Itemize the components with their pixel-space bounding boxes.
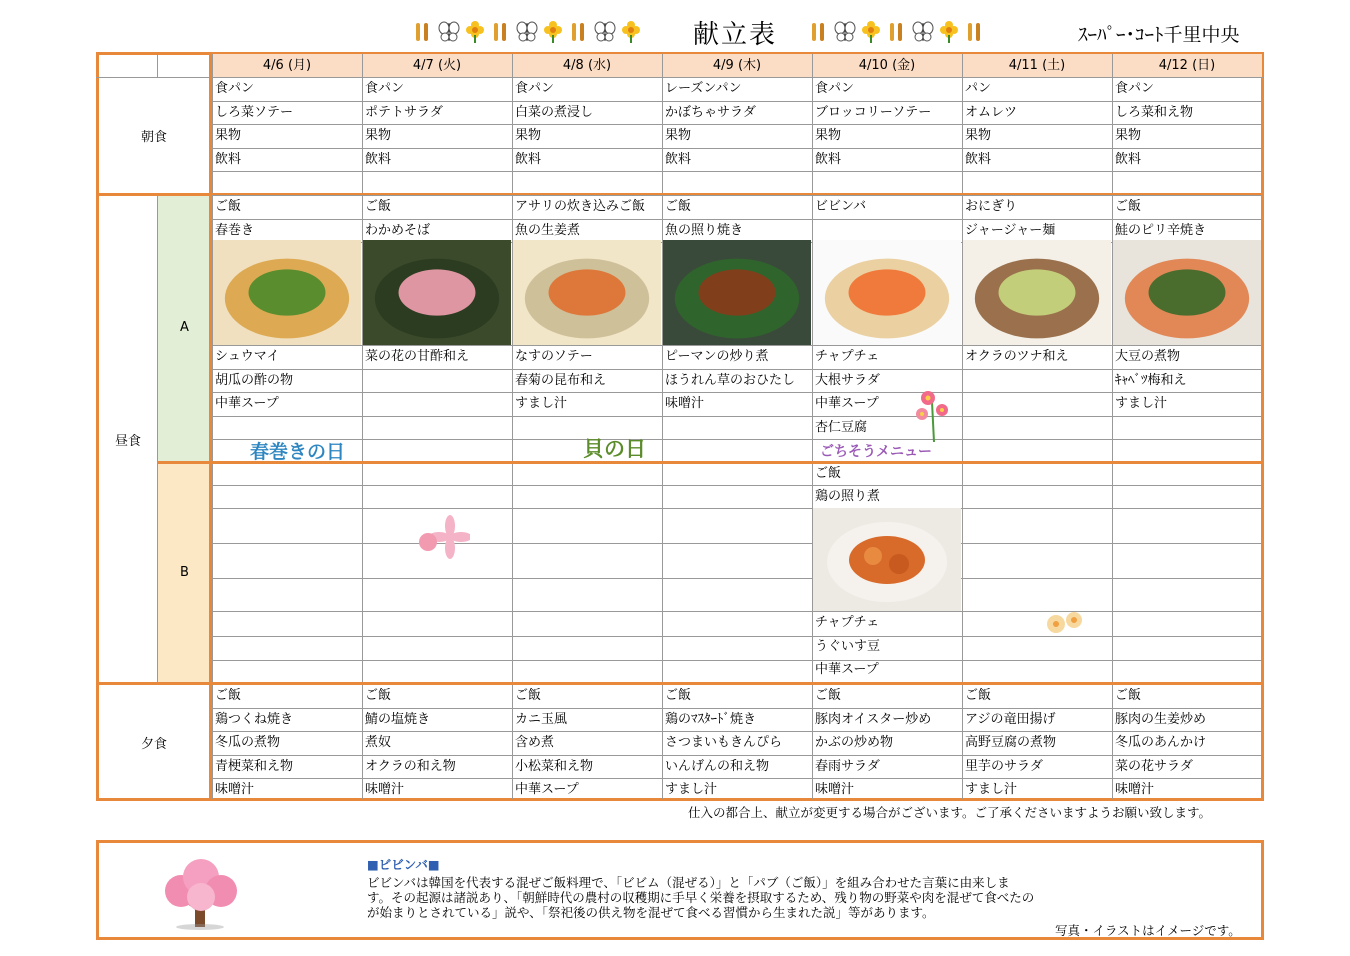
butterfly-icon — [516, 19, 538, 43]
row-line — [212, 543, 1262, 544]
blossom-decoration — [1042, 606, 1090, 640]
dinner-item: さつまいもきんぴら — [665, 735, 783, 751]
breakfast-item: オムレツ — [965, 104, 1018, 120]
lunch-a-item: オクラのツナ和え — [965, 349, 1069, 364]
lunch-a-item: チャプチェ — [815, 349, 880, 364]
breakfast-item: 果物 — [515, 128, 542, 144]
dinner-item: ご飯 — [965, 688, 992, 703]
dinner-item: 味噌汁 — [365, 782, 405, 798]
row-line — [212, 660, 1262, 661]
flower-icon — [860, 19, 882, 43]
dinner-item: 煮奴 — [365, 735, 392, 751]
lunch-a-item — [962, 392, 1112, 416]
dinner-item: 鯖の塩焼き — [365, 711, 431, 727]
row-line — [212, 611, 1262, 612]
dinner-item: 含め煮 — [515, 735, 555, 751]
lunch-a-item: ビビンバ — [815, 199, 867, 214]
butterfly-icon — [834, 19, 856, 43]
footer-heading: ■ビビンバ■ — [367, 857, 440, 872]
dinner-item: すまし汁 — [665, 782, 718, 798]
footer-text-line1: ビビンバは韓国を代表する混ぜご飯料理で、「ビビム（混ぜる）」と「パブ（ご飯）」を組み合わせた言葉に由来しま — [367, 875, 1010, 890]
lunch-b-item: 鶏の照り煮 — [815, 489, 881, 504]
breakfast-item: パン — [965, 81, 992, 96]
dinner-item: ご飯 — [665, 688, 692, 703]
lunch-a-item: ほうれん草のおひたし — [665, 372, 796, 388]
food-photo-harumaki — [213, 240, 361, 345]
breakfast-item: かぼちゃサラダ — [665, 104, 756, 120]
breakfast-item: 飲料 — [815, 151, 842, 167]
dinner-item: いんげんの和え物 — [665, 758, 770, 774]
lunch-a-item: ピーマンの炒り煮 — [665, 349, 769, 364]
lunch-a-item: 胡瓜の酢の物 — [215, 372, 294, 388]
lunch-a-item — [362, 369, 512, 393]
lunch-a-item: なすのソテー — [515, 349, 593, 364]
row-line — [212, 578, 1262, 579]
dinner-item: ご飯 — [1115, 688, 1142, 703]
breakfast-item: 飲料 — [965, 151, 992, 167]
breakfast-item: 食パン — [215, 81, 255, 96]
dinner-item: 春雨サラダ — [815, 758, 880, 774]
lunch-a-item: 魚の照り焼き — [665, 222, 744, 238]
breakfast-item: ブロッコリーソテー — [815, 104, 932, 120]
dinner-item: 味噌汁 — [815, 782, 855, 798]
flower-icon — [464, 19, 486, 43]
breakfast-item: 飲料 — [365, 151, 392, 167]
label-column-line — [157, 195, 158, 684]
lunch-a-item: 春菊の昆布和え — [515, 372, 607, 388]
butterfly-icon — [912, 19, 934, 43]
lunch-a-item — [1112, 416, 1262, 440]
lunch-b-item: 中華スープ — [815, 662, 879, 678]
day-header: 4/9 (木) — [662, 54, 812, 77]
lunch-a-item: 鮭のピリ辛焼き — [1115, 222, 1207, 238]
row-line — [212, 439, 1262, 440]
grass-icon — [568, 19, 590, 43]
lunch-b-item: ご飯 — [815, 466, 842, 481]
lunch-a-item: おにぎり — [965, 199, 1018, 214]
dinner-item: 冬瓜の煮物 — [215, 735, 281, 751]
food-photo-fish-ginger — [513, 240, 661, 345]
day-header: 4/6 (月) — [212, 54, 362, 77]
lunch-a-item: 春巻き — [215, 222, 255, 238]
lunch-a-item — [662, 416, 812, 440]
lunch-a-item — [362, 392, 512, 416]
lunch-a-item: 大根サラダ — [815, 372, 880, 388]
food-photo-chicken — [813, 508, 961, 611]
lunch-a-item: ｷｬﾍﾞﾂ梅和え — [1115, 372, 1187, 388]
day-header: 4/10 (金) — [812, 54, 962, 77]
dinner-item: すまし汁 — [965, 782, 1018, 798]
lunch-label: 昼食 — [114, 434, 141, 449]
breakfast-item: 飲料 — [1115, 151, 1142, 167]
breakfast-item: 食パン — [815, 81, 855, 96]
dinner-item: 小松菜和え物 — [515, 758, 594, 774]
butterfly-icon — [594, 19, 616, 43]
dinner-label: 夕食 — [140, 737, 167, 752]
flower-icon — [542, 19, 564, 43]
breakfast-item: 飲料 — [665, 151, 692, 167]
breakfast-item: 果物 — [965, 128, 992, 144]
dinner-item: 豚肉の生姜炒め — [1115, 711, 1207, 727]
lunch-a-item: すまし汁 — [1115, 396, 1168, 412]
day-header: 4/8 (水) — [512, 54, 662, 77]
lunch-b-item: うぐいす豆 — [815, 638, 881, 654]
butterfly-icon — [438, 19, 460, 43]
lunch-a-item: ご飯 — [665, 199, 692, 214]
dinner-item: ご飯 — [215, 688, 242, 703]
breakfast-item: レーズンパン — [665, 81, 742, 96]
dinner-item: 豚肉オイスター炒め — [815, 711, 932, 727]
footer-text-line2: す。その起源は諸説あり、「朝鮮時代の農村の収穫期に手早く栄養を摂取するため、残り物の野菜や肉を混ぜて食べたの — [367, 890, 1035, 905]
lunch-a-item: わかめそば — [365, 222, 431, 238]
footer-text-line3: が始まりとされている」説や、「祭祀後の供え物を混ぜて食べる習慣から生まれた説」等があります。 — [367, 905, 935, 920]
dinner-item: オクラの和え物 — [365, 758, 456, 774]
dinner-item: かぶの炒め物 — [815, 735, 894, 751]
event-label: 春巻きの日 — [250, 441, 346, 463]
grass-icon — [490, 19, 512, 43]
lunch-a-item: ご飯 — [365, 199, 392, 214]
row-line — [212, 485, 1262, 486]
dinner-item: カニ玉風 — [515, 711, 568, 727]
lunch-a-item — [962, 416, 1112, 440]
food-photo-teriyaki-fish — [663, 240, 811, 345]
breakfast-item: しろ菜和え物 — [1115, 104, 1194, 120]
flower-icon — [620, 19, 642, 43]
breakfast-item: 食パン — [1115, 81, 1155, 96]
dinner-item: 中華スープ — [515, 782, 579, 798]
dinner-item: ご飯 — [365, 688, 392, 703]
lunch-a-item: 大豆の煮物 — [1115, 349, 1181, 364]
food-photo-salmon — [1113, 240, 1261, 345]
grass-icon — [964, 19, 986, 43]
label-column-line — [157, 54, 158, 77]
row-line — [212, 636, 1262, 637]
event-label: 貝の日 — [583, 437, 646, 461]
lunch-a-item: 魚の生姜煮 — [515, 222, 581, 238]
page-title: 献立表 — [693, 20, 778, 50]
image-disclaimer: 写真・イラストはイメージです。 — [1055, 923, 1241, 938]
dinner-item: ご飯 — [515, 688, 542, 703]
grass-icon — [886, 19, 908, 43]
dinner-item: アジの竜田揚げ — [965, 711, 1056, 727]
dinner-item: 青梗菜和え物 — [215, 758, 294, 774]
store-name: ｽｰﾊﾟｰ･ｺｰﾄ千里中央 — [1078, 24, 1240, 46]
lunch-b-label: B — [180, 565, 189, 580]
breakfast-item: 飲料 — [515, 151, 542, 167]
lunch-a-item: ご飯 — [1115, 199, 1142, 214]
lunch-a-item — [962, 369, 1112, 393]
lunch-a-item — [812, 219, 962, 243]
dinner-item: ご飯 — [815, 688, 842, 703]
breakfast-item: 果物 — [665, 128, 692, 144]
breakfast-item: 飲料 — [215, 151, 242, 167]
dinner-item: 味噌汁 — [1115, 782, 1155, 798]
change-notice: 仕入の都合上、献立が変更する場合がございます。ご了承くださいますようお願い致します。 — [688, 805, 1212, 820]
breakfast-label: 朝食 — [140, 130, 167, 145]
breakfast-item: 食パン — [515, 81, 555, 96]
dinner-item: 鶏つくね焼き — [215, 711, 294, 727]
dinner-item: 味噌汁 — [215, 782, 255, 798]
dinner-item: 鶏のﾏｽﾀｰﾄﾞ焼き — [665, 711, 757, 727]
food-photo-wakame-soba — [363, 240, 511, 345]
breakfast-item: 白菜の煮浸し — [515, 104, 594, 120]
row-line — [212, 508, 1262, 509]
lunch-a-item: 杏仁豆腐 — [815, 419, 868, 435]
dinner-item: 菜の花サラダ — [1115, 758, 1193, 774]
lunch-a-item: すまし汁 — [515, 396, 568, 412]
day-header: 4/11 (土) — [962, 54, 1112, 77]
lunch-a-item — [212, 416, 362, 440]
day-header: 4/12 (日) — [1112, 54, 1262, 77]
breakfast-item: ポテトサラダ — [365, 104, 443, 120]
cherry-tree-illustration — [157, 855, 243, 931]
breakfast-item: 果物 — [815, 128, 842, 144]
lunch-a-item: 中華スープ — [815, 396, 879, 412]
day-header: 4/7 (火) — [362, 54, 512, 77]
dinner-item: 高野豆腐の煮物 — [965, 735, 1057, 751]
lunch-a-item: ご飯 — [215, 199, 242, 214]
grass-icon — [808, 19, 830, 43]
food-photo-jajamen — [963, 240, 1111, 345]
lunch-a-item: シュウマイ — [215, 349, 280, 364]
header-decoration-left — [412, 14, 642, 48]
lunch-a-item: 味噌汁 — [665, 396, 705, 412]
lunch-a-item: ジャージャー麺 — [965, 222, 1056, 238]
breakfast-item: 果物 — [215, 128, 242, 144]
blossom-decoration — [414, 514, 470, 564]
breakfast-item: 果物 — [1115, 128, 1142, 144]
flower-decoration — [906, 384, 956, 444]
lunch-a-item: 中華スープ — [215, 396, 279, 412]
dinner-item: 冬瓜のあんかけ — [1115, 735, 1207, 751]
lunch-b-item: チャプチェ — [815, 615, 880, 630]
event-label: ごちそうメニュー — [820, 444, 932, 460]
lunch-a-item: アサリの炊き込みご飯 — [515, 199, 646, 214]
lunch-a-item — [362, 416, 512, 440]
food-photo-bibimbap — [813, 240, 961, 345]
breakfast-item: 果物 — [365, 128, 392, 144]
grass-icon — [412, 19, 434, 43]
lunch-a-item: 菜の花の甘酢和え — [365, 349, 470, 364]
breakfast-item: 食パン — [365, 81, 405, 96]
flower-icon — [938, 19, 960, 43]
breakfast-item: しろ菜ソテー — [215, 104, 294, 120]
row-line — [212, 171, 1262, 172]
header-decoration-right — [808, 14, 986, 48]
footer-box — [96, 840, 1264, 940]
lunch-a-label: A — [180, 320, 189, 335]
dinner-item: 里芋のサラダ — [965, 758, 1043, 774]
